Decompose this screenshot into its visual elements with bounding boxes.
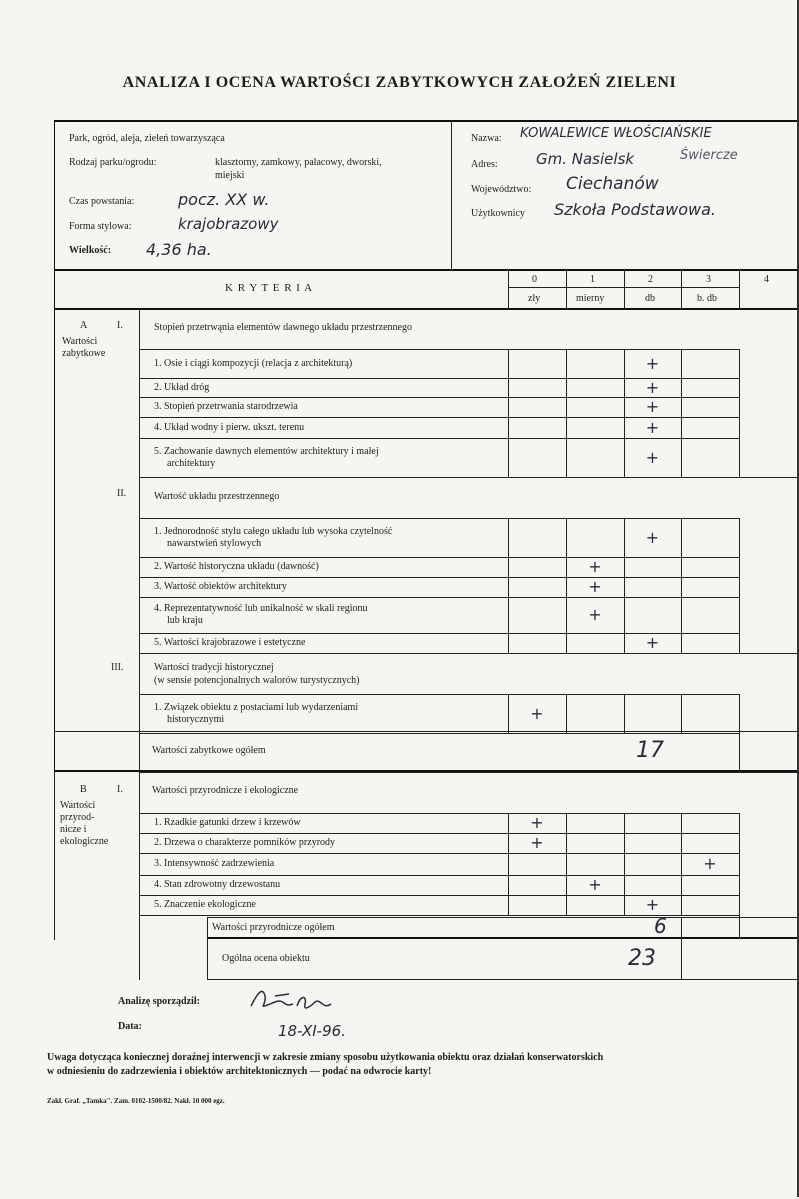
grid-hline bbox=[139, 853, 740, 854]
criterion-label: 4. Reprezentatywność lub unikalność w skali regionu bbox=[154, 603, 368, 614]
kryteria-header: K R Y T E R I A bbox=[225, 282, 314, 294]
score-mark: + bbox=[588, 557, 602, 576]
grid-vline bbox=[681, 917, 682, 980]
uwaga-line-2: w odniesieniu do zadrzewienia i obiektów architektonicznych — podać na odwrocie karty! bbox=[47, 1066, 432, 1077]
adres-value: Gm. Nasielsk bbox=[536, 150, 635, 168]
grid-vline bbox=[681, 577, 682, 597]
group-b-title: Wartości przyrodnicze i ekologiczne bbox=[152, 785, 299, 796]
criterion-label: 2. Układ dróg bbox=[154, 381, 210, 393]
criterion-label: 4. Układ wodny i pierw. ukszt. terenu bbox=[154, 421, 305, 433]
grid-vline bbox=[739, 633, 740, 653]
grid-vline bbox=[739, 518, 740, 557]
grid-hline bbox=[139, 813, 740, 814]
grid-vline bbox=[566, 853, 567, 875]
data-value: 18-XI-96. bbox=[278, 1022, 346, 1040]
grid-vline bbox=[566, 438, 567, 477]
grid-vline bbox=[508, 378, 509, 397]
grid-vline bbox=[681, 633, 682, 653]
criterion-label: 1. Jednorodność stylu całego układu lub wysoka czytelność bbox=[154, 525, 393, 537]
grid-vline bbox=[566, 633, 567, 653]
page-title: ANALIZA I OCENA WARTOŚCI ZABYTKOWYCH ZAŁOŻEŃ ZIELENI bbox=[122, 74, 677, 91]
criterion-label: 5. Znaczenie ekologiczne bbox=[154, 899, 256, 910]
grid-vline bbox=[508, 349, 509, 378]
criterion-label: 3. Stopień przetrwania starodrzewia bbox=[154, 401, 298, 412]
grid-vline bbox=[624, 633, 625, 653]
nazwa-value: KOWALEWICE WŁOŚCIAŃSKIE bbox=[520, 126, 712, 141]
score-label-1: mierny bbox=[576, 293, 605, 304]
grid-vline bbox=[566, 269, 567, 309]
grid-vline bbox=[207, 917, 208, 980]
grid-vline bbox=[566, 694, 567, 733]
grid-hline bbox=[139, 833, 740, 834]
grid-vline bbox=[739, 853, 740, 875]
header-bottom bbox=[54, 269, 797, 271]
grid-hline bbox=[207, 937, 797, 939]
criterion-label: 3. Intensywność zadrzewienia bbox=[154, 858, 275, 869]
score-mark: + bbox=[530, 833, 544, 852]
grid-vline bbox=[508, 597, 509, 633]
score-mark: + bbox=[645, 447, 660, 467]
total-b-value: 6 bbox=[654, 914, 667, 938]
section-b-roman: I. bbox=[117, 784, 123, 795]
grid-vline bbox=[681, 895, 682, 915]
grid-vline bbox=[566, 397, 567, 417]
grid-vline bbox=[566, 597, 567, 633]
grid-vline bbox=[508, 417, 509, 438]
park-line: Park, ogród, aleja, zieleń towarzysząca bbox=[69, 133, 225, 144]
grid-vline bbox=[739, 557, 740, 577]
grid-vline bbox=[508, 518, 509, 557]
grid-hline bbox=[139, 915, 740, 916]
grid-vline bbox=[624, 853, 625, 875]
grid-vline bbox=[681, 813, 682, 833]
grid-vline bbox=[566, 875, 567, 895]
grid-vline bbox=[624, 833, 625, 853]
grid-vline bbox=[624, 397, 625, 417]
grid-vline bbox=[566, 378, 567, 397]
criterion-label-cont: lub kraju bbox=[167, 615, 203, 626]
data-label: Data: bbox=[118, 1021, 142, 1032]
score-label-3: b. db bbox=[697, 293, 717, 304]
frame-top bbox=[54, 120, 797, 122]
nazwa-label: Nazwa: bbox=[471, 133, 502, 144]
group3-roman: III. bbox=[111, 662, 124, 673]
score-label-2: db bbox=[645, 293, 655, 304]
rodzaj-options: klasztorny, zamkowy, pałacowy, dworski, bbox=[215, 157, 382, 168]
grid-hline bbox=[139, 875, 740, 876]
grid-vline bbox=[624, 597, 625, 633]
criterion-label: 2. Wartość historyczna układu (dawność) bbox=[154, 561, 319, 572]
grid-vline bbox=[739, 694, 740, 772]
section-a-letter: A bbox=[80, 320, 88, 331]
score-mark: + bbox=[645, 633, 660, 652]
section-b-name-3: nicze i bbox=[60, 824, 87, 835]
grid-vline bbox=[624, 694, 625, 733]
criterion-label: 1. Osie i ciągi kompozycji (relacja z architekturą) bbox=[154, 357, 353, 369]
group3-subtitle: (w sensie potencjonalnych walorów turystycznych) bbox=[154, 675, 360, 686]
printer-line: Zakł. Graf. „Tamka". Zam. 0102-1500/82. Nakł. 10 000 egz. bbox=[47, 1097, 225, 1105]
score-mark: + bbox=[588, 875, 602, 894]
group1-title: Stopień przetrwąnia elementów dawnego układu przestrzennego bbox=[154, 322, 412, 333]
grid-vline bbox=[739, 397, 740, 417]
rodzaj-options-2: miejski bbox=[215, 170, 245, 181]
section-a-roman: I. bbox=[117, 320, 123, 331]
grid-vline bbox=[624, 813, 625, 833]
score-0: 0 bbox=[532, 274, 537, 285]
grid-vline bbox=[681, 694, 682, 733]
grid-vline bbox=[739, 833, 740, 853]
overall-label: Ogólna ocena obiektu bbox=[222, 953, 310, 964]
grid-vline bbox=[566, 895, 567, 915]
grid-vline bbox=[624, 417, 625, 438]
grid-vline bbox=[797, 269, 798, 309]
criterion-label: 1. Rzadkie gatunki drzew i krzewów bbox=[154, 817, 301, 828]
criterion-label-cont: historycznymi bbox=[167, 713, 225, 725]
score-mark: + bbox=[530, 813, 544, 832]
wojewodztwo-value: Ciechanów bbox=[566, 174, 659, 194]
grid-vline bbox=[624, 557, 625, 577]
score-4: 4 bbox=[764, 274, 769, 285]
grid-hline bbox=[139, 694, 740, 695]
grid-vline bbox=[681, 269, 682, 309]
grid-vline bbox=[739, 378, 740, 397]
adres-label: Adres: bbox=[471, 159, 498, 170]
grid-vline bbox=[566, 577, 567, 597]
score-mark: + bbox=[588, 605, 602, 624]
grid-hline bbox=[139, 772, 797, 773]
grid-hline bbox=[139, 597, 740, 598]
grid-vline bbox=[508, 833, 509, 853]
grid-vline bbox=[566, 813, 567, 833]
score-mark: + bbox=[645, 527, 660, 547]
uzytkownicy-value: Szkoła Podstawowa. bbox=[554, 200, 716, 219]
grid-vline bbox=[566, 349, 567, 378]
grid-hline bbox=[139, 557, 740, 558]
criterion-label: 5. Zachowanie dawnych elementów architektury i małej bbox=[154, 445, 379, 457]
score-mark: + bbox=[588, 577, 602, 596]
grid-vline bbox=[508, 397, 509, 417]
grid-vline bbox=[681, 378, 682, 397]
total-a-label: Wartości zabytkowe ogółem bbox=[152, 745, 266, 756]
grid-vline bbox=[139, 772, 140, 980]
grid-hline bbox=[139, 349, 740, 350]
criterion-label: 5. Wartości krajobrazowe i estetyczne bbox=[154, 637, 306, 648]
grid-vline bbox=[739, 269, 740, 309]
score-mark: + bbox=[530, 703, 544, 723]
grid-vline bbox=[739, 349, 740, 378]
grid-vline bbox=[739, 895, 740, 937]
grid-vline bbox=[624, 518, 625, 557]
grid-vline bbox=[681, 417, 682, 438]
wielkosc-value: 4,36 ha. bbox=[146, 240, 212, 259]
score-label-0: zły bbox=[528, 293, 541, 304]
grid-vline bbox=[508, 557, 509, 577]
score-mark: + bbox=[703, 854, 717, 873]
section-b-name-1: Wartości bbox=[60, 800, 96, 811]
grid-hline bbox=[139, 653, 797, 654]
grid-vline bbox=[739, 417, 740, 438]
section-b-letter: B bbox=[80, 784, 87, 795]
grid-vline bbox=[739, 597, 740, 633]
grid-vline bbox=[624, 269, 625, 309]
group2-roman: II. bbox=[117, 488, 127, 499]
grid-vline bbox=[566, 557, 567, 577]
grid-vline bbox=[739, 438, 740, 477]
grid-vline bbox=[624, 349, 625, 378]
grid-vline bbox=[681, 349, 682, 378]
score-mark: + bbox=[645, 895, 660, 914]
overall-value: 23 bbox=[628, 946, 656, 971]
criterion-label: 1. Związek obiektu z postaciami lub wydarzeniami bbox=[154, 701, 359, 713]
grid-hline bbox=[207, 979, 797, 980]
score-mark: + bbox=[645, 353, 660, 373]
grid-vline bbox=[54, 770, 55, 940]
czas-value: pocz. XX w. bbox=[178, 190, 270, 209]
grid-vline bbox=[624, 577, 625, 597]
grid-vline bbox=[624, 895, 625, 915]
grid-vline bbox=[681, 557, 682, 577]
criterion-label: 2. Drzewa o charakterze pomników przyrody bbox=[154, 837, 336, 848]
grid-vline bbox=[681, 397, 682, 417]
criterion-label: 3. Wartość obiektów architektury bbox=[154, 581, 287, 592]
grid-vline bbox=[508, 875, 509, 895]
total-a-value: 17 bbox=[636, 738, 664, 763]
grid-vline bbox=[508, 813, 509, 833]
grid-hline bbox=[139, 518, 740, 519]
grid-vline bbox=[508, 633, 509, 653]
score-mark: + bbox=[645, 397, 660, 416]
grid-vline bbox=[508, 577, 509, 597]
grid-hline bbox=[54, 308, 797, 310]
grid-vline bbox=[624, 438, 625, 477]
score-2: 2 bbox=[648, 274, 653, 285]
section-a-name: Wartości zabytkowe bbox=[62, 336, 106, 359]
grid-vline bbox=[681, 853, 682, 875]
grid-vline bbox=[681, 597, 682, 633]
grid-vline bbox=[681, 518, 682, 557]
score-1: 1 bbox=[590, 274, 595, 285]
grid-hline bbox=[54, 731, 797, 732]
grid-vline bbox=[508, 438, 509, 477]
criterion-label: 4. Stan zdrowotny drzewostanu bbox=[154, 879, 281, 890]
header-divider bbox=[451, 120, 452, 270]
grid-vline bbox=[681, 833, 682, 853]
grid-vline bbox=[624, 378, 625, 397]
section-b-name-2: przyrod- bbox=[60, 812, 95, 823]
group2-title: Wartość układu przestrzennego bbox=[154, 491, 280, 502]
grid-hline bbox=[207, 917, 797, 918]
grid-vline bbox=[739, 813, 740, 833]
criterion-label-cont: nawarstwień stylowych bbox=[167, 537, 262, 549]
grid-vline bbox=[739, 577, 740, 597]
score-mark: + bbox=[645, 417, 660, 437]
grid-hline bbox=[139, 733, 740, 734]
analiza-label: Analizę sporządził: bbox=[118, 996, 200, 1007]
signature bbox=[245, 984, 355, 1020]
czas-label: Czas powstania: bbox=[69, 196, 135, 207]
score-mark: + bbox=[645, 377, 660, 397]
forma-label: Forma stylowa: bbox=[69, 221, 132, 232]
grid-hline bbox=[139, 577, 740, 578]
group3-title: Wartości tradycji historycznej bbox=[154, 662, 274, 673]
wojewodztwo-label: Województwo: bbox=[471, 184, 532, 195]
grid-vline bbox=[508, 269, 509, 309]
grid-vline bbox=[681, 875, 682, 895]
score-3: 3 bbox=[706, 274, 711, 285]
section-b-name-4: ekologiczne bbox=[60, 836, 109, 847]
grid-vline bbox=[566, 417, 567, 438]
total-b-label: Wartości przyrodnicze ogółem bbox=[212, 922, 335, 933]
grid-vline bbox=[566, 833, 567, 853]
grid-vline bbox=[681, 438, 682, 477]
forma-value: krajobrazowy bbox=[178, 215, 279, 233]
grid-vline bbox=[624, 875, 625, 895]
grid-vline bbox=[508, 694, 509, 733]
grid-vline bbox=[739, 875, 740, 895]
grid-hline bbox=[139, 438, 740, 439]
uzytkownicy-label: Użytkownicy bbox=[471, 208, 525, 219]
grid-vline bbox=[566, 518, 567, 557]
rodzaj-label: Rodzaj parku/ogrodu: bbox=[69, 157, 157, 168]
criterion-label-cont: architektury bbox=[167, 457, 216, 469]
grid-hline bbox=[54, 770, 797, 772]
uwaga-line-1: Uwaga dotycząca koniecznej doraźnej interwencji w zakresie zmiany sposobu użytkowania obiektu oraz działań konserwatorskich bbox=[47, 1052, 604, 1063]
wielkosc-label: Wielkość: bbox=[69, 245, 112, 256]
adres-extra: Świercze bbox=[680, 148, 738, 163]
grid-vline bbox=[508, 895, 509, 915]
grid-vline bbox=[508, 853, 509, 875]
grid-hline bbox=[139, 477, 797, 478]
